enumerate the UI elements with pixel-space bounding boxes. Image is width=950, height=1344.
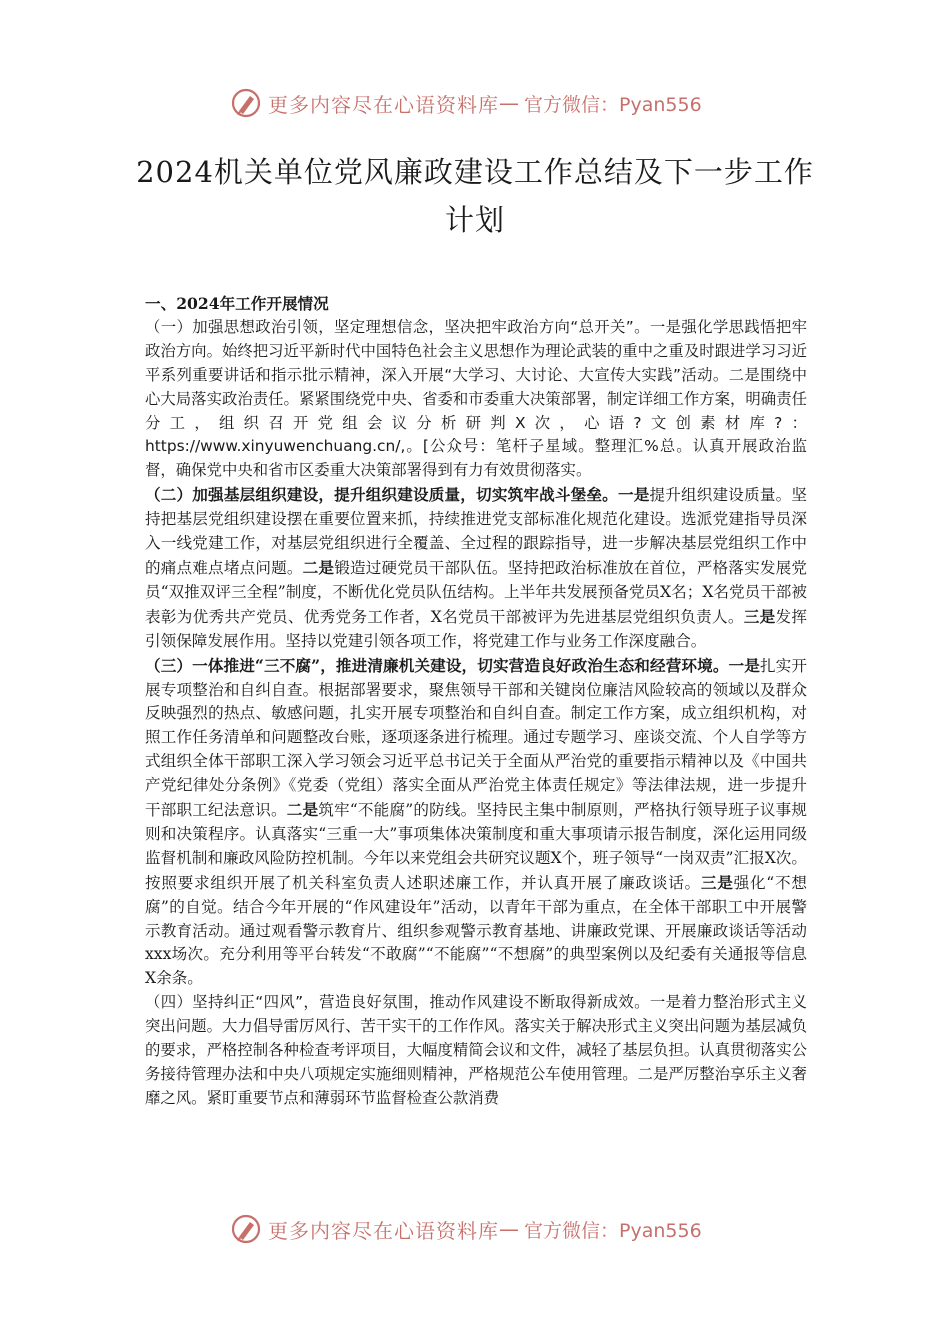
paragraph-1 — [145, 316, 807, 483]
keyword: 二是 — [286, 800, 319, 820]
paragraph-text: 强化“不想腐”的自觉。结合今年开展的“作风建设年”活动，以青年干部为重点，在全体干部职工中开展警示教育活动。通过观看警示教育片、组织参观警示教育基地、讲廉政党课、开展廉政谈话等活动xxx场次。充分利用等平台转发“不敢腐”“不能腐”“不想腐”的典型案例以及纪委有关通报等信息X余条。 — [145, 873, 807, 988]
document-title: 2024机关单位党风廉政建设工作总结及下一步工作计划 — [136, 155, 814, 237]
paragraph-2-heading: （二）加强基层组织建设，提升组织建设质量，切实筑牢战斗堡垒。 — [145, 485, 618, 505]
paragraph-1-heading: （一）加强思想政治引领，坚定理想信念，坚决把牢政治方向“总开关”。 — [145, 317, 650, 336]
paragraph-4 — [145, 991, 807, 1111]
paragraph-text: 扎实开展专项整治和自纠自查。根据部署要求，聚焦领导干部和关键岗位廉洁风险较高的领域以及群众反映强烈的热点、敏感问题，扎实开展专项整治和自纠自查。制定工作方案，成立组织机构，对照工作任务清单和问题整改台账，逐项逐条进行梳理。通过专题学习、座谈交流、个人自学等方式组织全体干部职工深入学习领会习近平总书记关于全面从严治党的重要指示精神以及《中国共产党纪律处分条例》《党委（党组）落实全面从严治党主体责任规定》等法律法规，进一步提升干部职工纪法意识。 — [145, 656, 807, 820]
paragraph-text: 筑牢“不能腐”的防线。坚持民主集中制原则，严格执行领导班子议事规则和决策程序。认真落实“三重一大”事项集体决策制度和重大事项请示报告制度，深化运用同级监督机制和廉政风险防控机制。今年以来党组会共研究议题X个，班子领导“一岗双责”汇报X次。按照要求组织开展了机关科室负责人述职述廉工作，并认真开展了廉政谈话。 — [145, 801, 807, 892]
pen-nib-logo-icon — [230, 1213, 262, 1245]
paragraph-text: 锻造过硬党员干部队伍。坚持把政治标准放在首位，严格落实发展党员“双推双评三全程”制度，不断优化党员队伍结构。上半年共发展预备党员X名；X名党员干部被表彰为优秀共产党员、优秀党务工作者，X名党员干部被评为先进基层党组织负责人。 — [145, 558, 807, 626]
watermark-dash: — — [499, 91, 520, 115]
watermark-dash: — — [499, 1217, 520, 1241]
keyword: 三是 — [743, 606, 776, 626]
watermark-top — [230, 86, 730, 120]
document-body — [145, 292, 807, 1111]
watermark-contact: 官方微信：Pyan556 — [524, 93, 702, 116]
keyword: 三是 — [700, 872, 734, 892]
paragraph-3-heading: （三）一体推进“三不腐”，推进清廉机关建设，切实营造良好政治生态和经营环境。 — [145, 655, 729, 675]
paragraph-4-heading: （四）坚持纠正“四风”，营造良好氛围，推动作风建设不断取得新成效。 — [145, 993, 650, 1012]
keyword: 一是 — [728, 655, 760, 675]
watermark-contact: 官方微信：Pyan556 — [524, 1219, 702, 1242]
section-heading: 一、2024年工作开展情况 — [145, 294, 329, 313]
watermark-bottom — [230, 1212, 730, 1246]
keyword: 二是 — [302, 557, 335, 577]
keyword: 一是 — [617, 485, 650, 505]
paragraph-2 — [145, 483, 807, 653]
pen-nib-logo-icon — [230, 87, 262, 119]
paragraph-3 — [145, 654, 807, 992]
paragraph-1-body: 一是强化学思践悟把牢政治方向。始终把习近平新时代中国特色社会主义思想作为理论武装的重中之重及时跟进学习习近平系列重要讲话和指示批示精神，深入开展“大学习、大讨论、大宣传大实践”活动。二是围绕中心大局落实政治责任。紧紧围绕党中央、省委和市委重大决策部署，制定详细工作方案，明确责任分工，组织召开党组会议分析研判X次，心语?文创素材库?：https://www.xinyuwenchuang.cn/,。[公众号：笔杆子星域。整理汇%总。认真开展政治监督，确保党中央和省市区委重大决策部署得到有力有效贯彻落实。 — [145, 317, 807, 480]
paragraph-text: 发挥引领保障发展作用。坚持以党建引领各项工作，将党建工作与业务工作深度融合。 — [145, 607, 807, 650]
paragraph-4-body: 一是着力整治形式主义突出问题。大力倡导雷厉风行、苦干实干的工作作风。落实关于解决形式主义突出问题为基层减负的要求，严格控制各种检查考评项目，大幅度精简会议和文件，减轻了基层负担。认真贯彻落实公务接待管理办法和中央八项规定实施细则精神，严格规范公车使用管理。二是严厉整治享乐主义奢靡之风。紧盯重要节点和薄弱环节监督检查公款消费 — [145, 993, 807, 1107]
watermark-text: 更多内容尽在心语资料库 — [268, 92, 499, 117]
watermark-text: 更多内容尽在心语资料库 — [268, 1218, 499, 1243]
paragraph-text: 提升组织建设质量。坚持把基层党组织建设摆在重要位置来抓，持续推进党支部标准化规范化建设。选派党建指导员深入一线党建工作，对基层党组织进行全覆盖、全过程的跟踪指导，进一步解决基层党组织工作中的痛点难点堵点问题。 — [145, 486, 807, 577]
